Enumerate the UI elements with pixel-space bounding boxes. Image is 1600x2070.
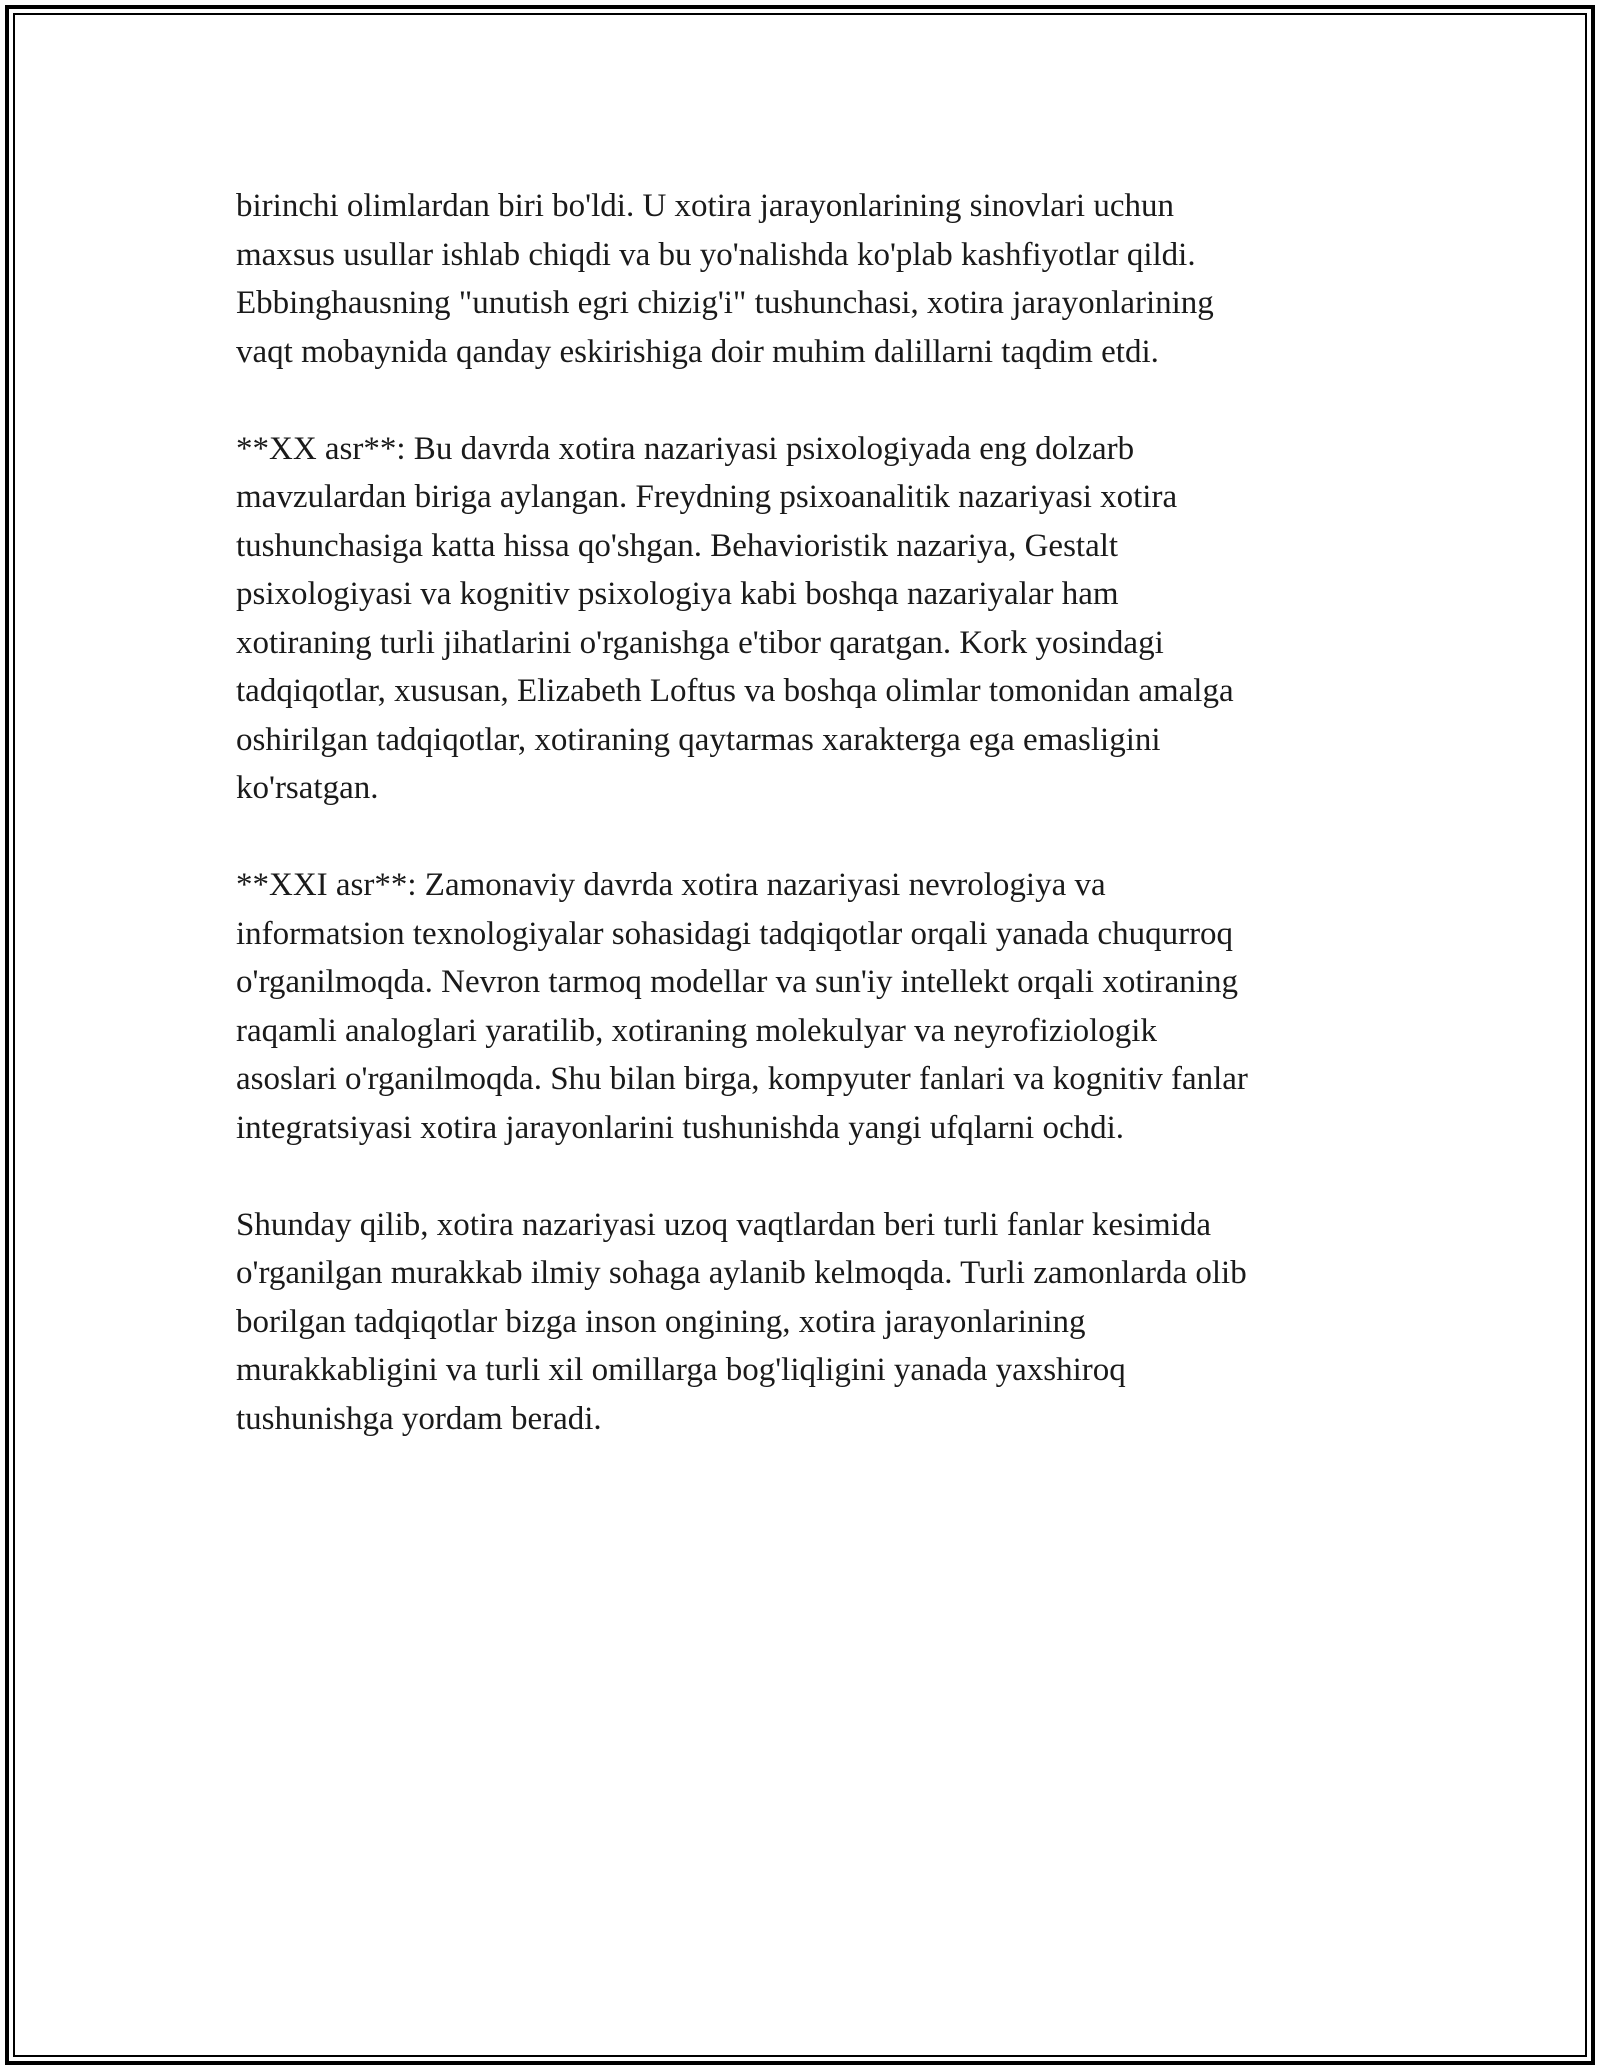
paragraph-intro-continuation: birinchi olimlardan biri bo'ldi. U xotira jarayonlarining sinovlari uchun maxsus usullar ishlab chiqdi va bu yo'nalishda ko'plab kashfiyotlar qildi. Ebbinghausning "unutish egri chizig'i" tushunchasi, xotira jarayonlarining vaqt mobaynida qanday eskirishiga doir muhim dalillarni taqdim etdi. (236, 188, 1214, 370)
document-body (236, 182, 1376, 1492)
paragraph-conclusion: Shunday qilib, xotira nazariyasi uzoq vaqtlardan beri turli fanlar kesimida o'rganilgan murakkab ilmiy sohaga aylanib kelmoqda. Turli zamonlarda olib borilgan tadqiqotlar bizga inson ongining, xotira jarayonlarining murakkabligini va turli xil omillarga bog'liqligini yanada yaxshiroq tushunishga yordam beradi. (236, 1206, 1247, 1437)
paragraph-20th-century: **XX asr**: Bu davrda xotira nazariyasi psixologiyada eng dolzarb mavzulardan biriga aylangan. Freydning psixoanalitik nazariyasi xotira tushunchasiga katta hissa qo'shgan. Behavioristik nazariya, Gestalt psixologiyasi va kognitiv psixologiya kabi boshqa nazariyalar ham xotiraning turli jihatlarini o'rganishga e'tibor qaratgan. Kork yosindagi tadqiqotlar, xususan, Elizabeth Loftus va boshqa olimlar tomonidan amalga oshirilgan tadqiqotlar, xotiraning qaytarmas xarakterga ega emasligini ko'rsatgan. (236, 430, 1234, 806)
paragraph-21st-century: **XXI asr**: Zamonaviy davrda xotira nazariyasi nevrologiya va informatsion texnologiyalar sohasidagi tadqiqotlar orqali yanada chuqurroq o'rganilmoqda. Nevron tarmoq modellar va sun'iy intellekt orqali xotiraning raqamli analoglari yaratilib, xotiraning molekulyar va neyrofiziologik asoslari o'rganilmoqda. Shu bilan birga, kompyuter fanlari va kognitiv fanlar integratsiyasi xotira jarayonlarini tushunishda yangi ufqlarni ochdi. (236, 867, 1248, 1146)
